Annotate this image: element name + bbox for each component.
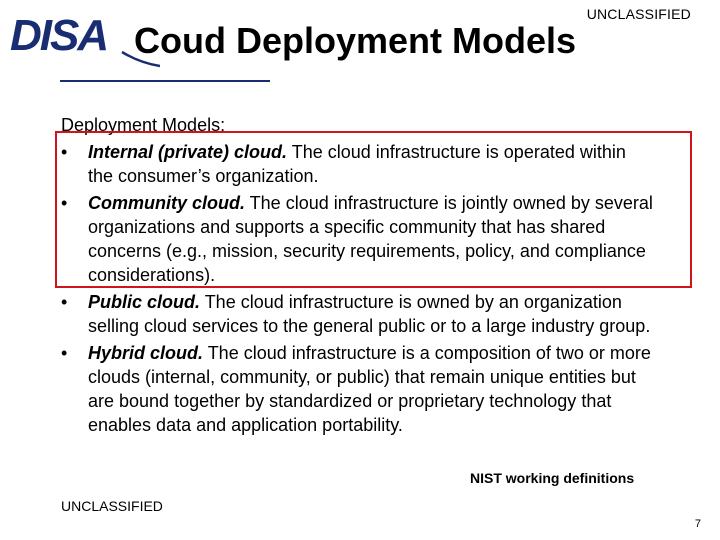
source-note: NIST working definitions <box>470 470 635 486</box>
classification-banner-top: UNCLASSIFIED <box>586 6 691 22</box>
list-item-hybrid-cloud <box>61 341 653 437</box>
bullet: • <box>61 142 68 162</box>
term-community-cloud: Community cloud. <box>88 193 245 213</box>
bullet: • <box>61 343 68 363</box>
section-heading: Deployment Models: <box>61 115 226 135</box>
slide-title: Coud Deployment Models <box>134 20 577 61</box>
list-item-public-cloud <box>61 290 653 338</box>
disa-logo-text: DISA <box>10 11 108 60</box>
classification-banner-bottom: UNCLASSIFIED <box>61 498 163 514</box>
term-public-cloud: Public cloud. <box>88 292 201 312</box>
definition-community-cloud: The cloud infrastructure is jointly owned by several organizations and supports a specific community that has shared concerns (e.g., mission, security requirements, policy, and compliance considerations). <box>88 193 653 285</box>
highlight-box <box>55 131 692 288</box>
definition-internal-cloud: The cloud infrastructure is operated within the consumer’s organization. <box>88 142 626 186</box>
term-internal-cloud: Internal (private) cloud. <box>88 142 288 162</box>
page-number: 7 <box>694 518 701 530</box>
term-hybrid-cloud: Hybrid cloud. <box>88 343 204 363</box>
definition-hybrid-cloud: The cloud infrastructure is a composition of two or more clouds (internal, community, or public) that remain unique entities but are bound together by standardized or proprietary technology that enables data and application portability. <box>88 343 651 435</box>
bullet: • <box>61 193 68 213</box>
title-underline <box>60 80 270 82</box>
bullet: • <box>61 292 68 312</box>
definition-public-cloud: The cloud infrastructure is owned by an organization selling cloud services to the general public or to a large industry group. <box>88 292 651 336</box>
